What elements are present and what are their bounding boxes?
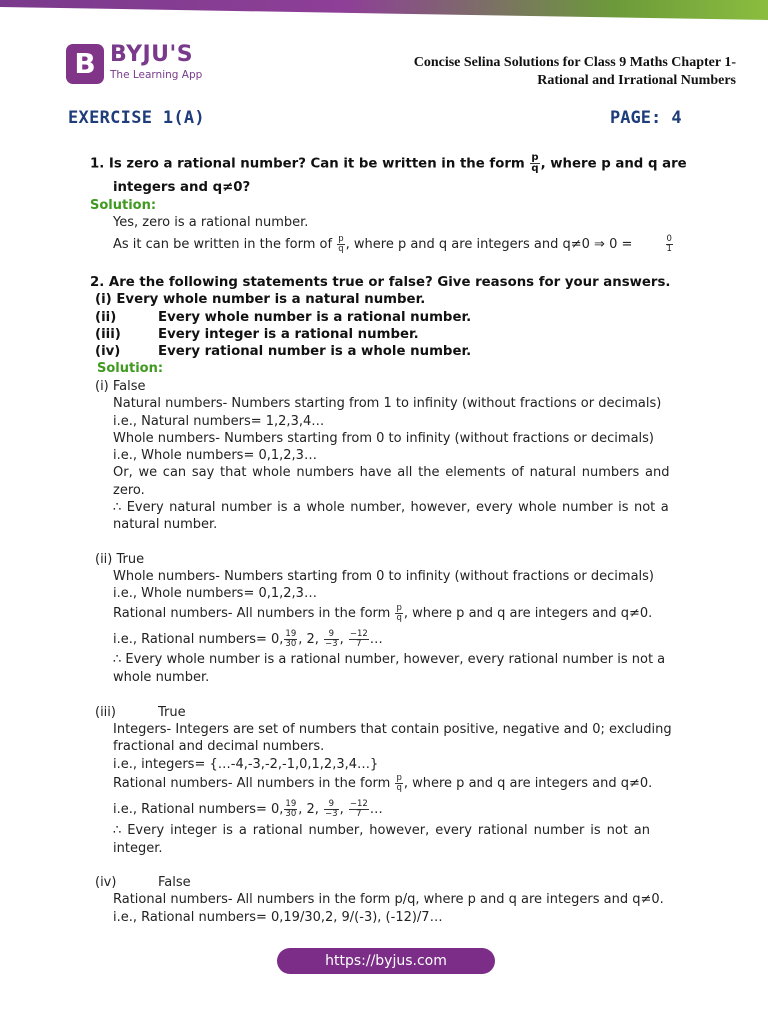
q2-solution-label: Solution: bbox=[97, 361, 164, 376]
q2-question: 2. Are the following statements true or false? Give reasons for your answers. bbox=[90, 275, 671, 290]
q1-answer-1: Yes, zero is a rational number. bbox=[113, 215, 309, 230]
fraction-19-30 bbox=[284, 800, 297, 819]
ex-text-end: … bbox=[369, 632, 383, 647]
ex-text-end: … bbox=[369, 802, 383, 817]
frac-den: q bbox=[531, 163, 539, 174]
part-iv-value: False bbox=[158, 875, 191, 890]
fraction-9-neg3 bbox=[324, 630, 339, 649]
part-iii-line-6: ∴ Every integer is a rational number, however, every rational number is not an bbox=[113, 823, 651, 838]
frac-num: p bbox=[396, 773, 402, 783]
frac-num: p bbox=[531, 152, 539, 163]
part-ii-head: (ii) True bbox=[95, 552, 145, 567]
rat-text: Rational numbers- All numbers in the form bbox=[113, 606, 395, 621]
ans-text-mid: , where p and q are integers and q≠0 ⇒ 0 = bbox=[345, 237, 637, 252]
q2-statement-iv-num: (iv) bbox=[95, 344, 121, 359]
frac-num: −12 bbox=[349, 629, 368, 639]
ex-text: i.e., Rational numbers= 0, bbox=[113, 632, 284, 647]
frac-num: 9 bbox=[324, 630, 339, 640]
part-i-line-2: i.e., Natural numbers= 1,2,3,4… bbox=[113, 414, 325, 429]
document-title bbox=[356, 54, 736, 90]
rat-text-end: , where p and q are integers and q≠0. bbox=[403, 606, 653, 621]
part-i-line-7: ∴ Every natural number is a whole number, however, every whole number is not a bbox=[113, 500, 669, 515]
q1-text-end: , where p and q are bbox=[540, 156, 687, 172]
q1-text: 1. Is zero a rational number? Can it be written in the form bbox=[90, 156, 530, 172]
rat-text: Rational numbers- All numbers in the form bbox=[113, 776, 395, 791]
frac-den: 30 bbox=[285, 809, 297, 819]
part-iii-value: True bbox=[158, 705, 186, 720]
ex-text: i.e., Rational numbers= 0, bbox=[113, 802, 284, 817]
part-iii-line-3: i.e., integers= {…-4,-3,-2,-1,0,1,2,3,4…} bbox=[113, 757, 379, 772]
part-i-line-3: Whole numbers- Numbers starting from 0 to infinity (without fractions or decimals) bbox=[113, 431, 654, 446]
title-line-1: Concise Selina Solutions for Class 9 Maths Chapter 1- bbox=[413, 55, 736, 70]
pq-fraction bbox=[395, 604, 402, 623]
part-iii-line-4 bbox=[113, 774, 652, 793]
pq-fraction bbox=[395, 774, 402, 793]
frac-num: p bbox=[396, 603, 402, 613]
part-ii-line-3 bbox=[113, 604, 652, 623]
q1-line-2: integers and q≠0? bbox=[113, 180, 251, 195]
part-iii-line-5: i.e., Rational numbers= 0, $\frac{19}{30}$ , 2, $\frac{9}{-3}$ , $\frac{-12}{7}$ … bbox=[113, 799, 383, 819]
frac-den: q bbox=[338, 244, 344, 254]
q2-statement-iii-num: (iii) bbox=[95, 327, 121, 342]
frac-num: 0 bbox=[666, 234, 672, 244]
part-iii-line-7: integer. bbox=[113, 841, 163, 856]
frac-num: −12 bbox=[349, 799, 368, 809]
frac-den: 7 bbox=[356, 809, 362, 819]
page-number-heading: PAGE: 4 bbox=[610, 108, 682, 128]
frac-num: p bbox=[338, 234, 344, 244]
exercise-heading: EXERCISE 1(A) bbox=[68, 108, 205, 128]
q1-line-1 bbox=[90, 153, 687, 174]
ans-text: As it can be written in the form of bbox=[113, 237, 337, 252]
part-ii-line-2: i.e., Whole numbers= 0,1,2,3… bbox=[113, 586, 317, 601]
frac-den: q bbox=[396, 783, 402, 793]
part-ii-line-5: ∴ Every whole number is a rational number, however, every rational number is not a bbox=[113, 652, 666, 667]
footer-url-link[interactable]: https://byjus.com bbox=[277, 948, 495, 974]
fraction-neg12-7 bbox=[349, 800, 369, 819]
part-i-line-4: i.e., Whole numbers= 0,1,2,3… bbox=[113, 448, 317, 463]
q1-fraction bbox=[530, 153, 539, 174]
part-iii-line-1: Integers- Integers are set of numbers that contain positive, negative and 0; excluding bbox=[113, 722, 672, 737]
part-i-head: (i) False bbox=[95, 379, 146, 394]
zero-fraction bbox=[666, 235, 673, 254]
part-iv-head: (iv) bbox=[95, 875, 117, 890]
q2-statement-iv: Every rational number is a whole number. bbox=[158, 344, 472, 359]
part-i-line-6: zero. bbox=[113, 483, 145, 498]
frac-den: −3 bbox=[325, 639, 338, 649]
frac-den: 30 bbox=[285, 639, 297, 649]
part-iv-line-2: i.e., Rational numbers= 0,19/30,2, 9/(-3), (-12)/7… bbox=[113, 910, 443, 925]
part-iv-line-1: Rational numbers- All numbers in the form p/q, where p and q are integers and q≠0. bbox=[113, 892, 664, 907]
q1-answer-2 bbox=[113, 235, 674, 254]
title-line-2: Rational and Irrational Numbers bbox=[537, 73, 736, 88]
fraction-9-neg3 bbox=[324, 800, 339, 819]
rat-text-end: , where p and q are integers and q≠0. bbox=[403, 776, 653, 791]
q2-statement-ii-num: (ii) bbox=[95, 310, 117, 325]
part-ii-line-4: i.e., Rational numbers= 0, $\frac{19}{30}$ , 2, $\frac{9}{-3}$ , $\frac{-12}{7}$ … bbox=[113, 629, 383, 649]
q1-solution-label: Solution: bbox=[90, 198, 157, 213]
part-i-line-5: Or, we can say that whole numbers have all the elements of natural numbers and bbox=[113, 465, 670, 480]
part-i-line-8: natural number. bbox=[113, 517, 218, 532]
brand-tagline: The Learning App bbox=[110, 69, 203, 81]
part-iii-head: (iii) bbox=[95, 705, 116, 720]
top-decorative-bar bbox=[0, 0, 768, 20]
fraction-19-30 bbox=[284, 630, 297, 649]
part-ii-line-1: Whole numbers- Numbers starting from 0 to infinity (without fractions or decimals) bbox=[113, 569, 654, 584]
frac-den: 7 bbox=[356, 639, 362, 649]
ex-text-mid: , 2, bbox=[298, 632, 324, 647]
frac-num: 19 bbox=[285, 799, 297, 809]
brand-name: BYJU'S bbox=[110, 42, 194, 67]
pq-fraction bbox=[337, 235, 344, 254]
q2-statement-iii: Every integer is a rational number. bbox=[158, 327, 419, 342]
q2-statement-ii: Every whole number is a rational number. bbox=[158, 310, 472, 325]
frac-den: −3 bbox=[325, 809, 338, 819]
part-iii-line-2: fractional and decimal numbers. bbox=[113, 739, 325, 754]
frac-den: q bbox=[396, 613, 402, 623]
frac-den: 1 bbox=[666, 244, 672, 254]
frac-num: 9 bbox=[324, 800, 339, 810]
q2-statement-i: (i) Every whole number is a natural number. bbox=[95, 292, 426, 307]
ex-text-mid: , 2, bbox=[298, 802, 324, 817]
part-ii-line-6: whole number. bbox=[113, 670, 210, 685]
fraction-neg12-7 bbox=[349, 630, 369, 649]
part-i-line-1: Natural numbers- Numbers starting from 1 to infinity (without fractions or decimals) bbox=[113, 396, 662, 411]
logo-mark: B bbox=[66, 44, 104, 84]
frac-num: 19 bbox=[285, 629, 297, 639]
